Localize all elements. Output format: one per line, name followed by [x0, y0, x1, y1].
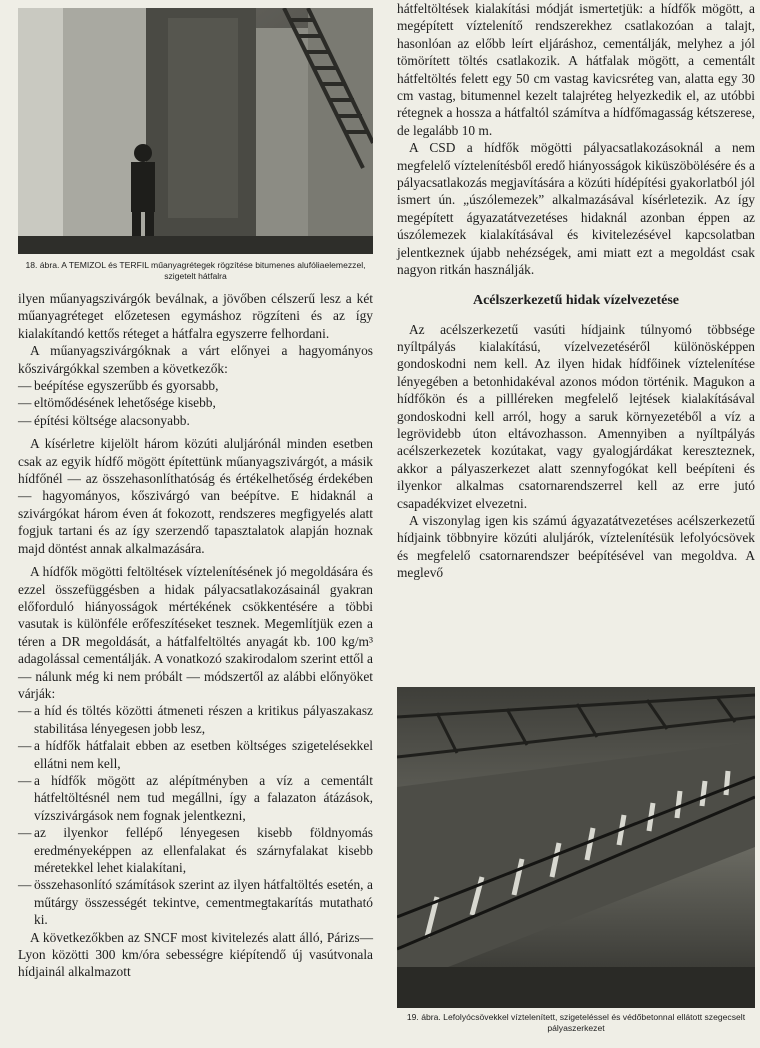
list-item: — összehasonlító számítások szerint az ilyen hátfaltöltés esetén, a műtárgy összességét tekintve, cementmegtakarítás mutatható ki.	[18, 876, 373, 928]
list-item: — az ilyenkor fellépő lényegesen kisebb földnyomás eredményeképpen az ellenfalakat és szárnyfalakat kisebb méretekkel lehet kialakítani,	[18, 824, 373, 876]
paragraph: Az acélszerkezetű vasúti hídjaink túlnyomó többsége nyíltpályás kialakítású, vízelvezetéséről különösképpen gondoskodni nem kell. Az ilyen hidak hídfőinek víztelenítése lényegében a betonhidakéval azonos módon történik. Magukon a hídfőkön és a pillléreken megfelelő lejtések kialakításával gondoskodni kell arról, hogy a saruk környezetéből a víz a legrövidebb úton eltávozhasson. Amennyiben a nyíltpályás acélszerkezetek kozútakat, vagy gyalogjárdákat kereszteznek, akkor a pályaszerkezet alatt szennyfogókat kell beépíteni és ilyenkor alkalmas csatornarendszerrel kell az erre jutó csapadékvizet elvezetni.	[397, 321, 755, 511]
list-item: — a hídfők hátfalait ebben az esetben költséges szigetelésekkel ellátni nem kell,	[18, 737, 373, 772]
paragraph: ilyen műanyagszivárgók beválnak, a jövőben célszerű lesz a két műanyagréteget előzetesen egymáshoz rögzíteni és az így kialakítandó kettős réteget a hátfalra egyszerre felhordani.	[18, 291, 373, 341]
section-heading: Acélszerkezetű hidak vízelvezetése	[472, 292, 680, 308]
figure-18-caption: 18. ábra. A TEMIZOL és TERFIL műanyagrétegek rögzítése bitumenes alufóliaelemezzel, szigetelt hátfalra	[25, 260, 366, 281]
list-item: — építési költsége alacsonyabb.	[18, 412, 373, 429]
paragraph: hátfeltöltések kialakítási módját ismertetjük: a hídfők mögött, a megépített víztelenítő rendszerekhez csatlakozóan a talajt, hasonlóan az előbb leírt eljáráshoz, cementálják, melyhez a jól tömörített töltés csatlakozik. A hátfalak mögött, a cementált hátfeltöltés felett egy 50 cm vastag kavicsréteg van, alatta egy 30 cm vastag, bitumennel kezelt talajréteg helyezkedik el, az utóbbi rétegnek a hossza a hátfaltól számítva a hídfőmagasság kétszerese, de legalább 10 m.	[397, 1, 755, 138]
paragraph: A kísérletre kijelölt három közúti aluljárónál minden esetben csak az egyik hídfő mögött építettünk műanyagszivárgót, a másik hídfőnél — az összehasonlíthatóság és értékelhetőség érdekében — hagyományos, kőszivárgó van beépítve. E hidaknál a szivárgókat három éven át fokozott, rendszeres megfigyelés alatt fogjuk tartani és az így szerzendő tapasztalatok alapján hoznak majd döntést annak alkalmazására.	[18, 436, 373, 556]
paragraph: A hídfők mögötti feltöltések víztelenítésének jó megoldására és ezzel összefüggésben a hidak pályacsatlakozásainál gyakran előforduló hiányosságok mértékének csökkentésére a többi vasutak is különféle erőfeszítéseket tesznek. Megemlítjük ezen a téren a DR megoldását, a hátfalfeltöltés anyagát kb. 100 kg/m³ adagolással cementálják. A vonatkozó szakirodalom szerint ettől a — nálunk még ki nem próbált — módszertől az alábbi előnyöket várják:	[18, 564, 373, 701]
figure-18-image	[18, 8, 373, 254]
left-column	[18, 0, 373, 981]
list-item: — beépítése egyszerűbb és gyorsabb,	[18, 377, 373, 394]
paragraph: A CSD a hídfők mögötti pályacsatlakozásoknál a nem megfelelő víztelenítésből eredő hiányosságok kiküszöbölésére és a pályacsatlakozás megjavítására a közúti hídépítési gyakorlatból jól ismert ún. „úszólemezek” alkalmazásával kísérletezik. Az így megépített ágyazatátvezetéses hidaknál azonban éppen az úszólemezek kialakításával és kivitelezésével kapcsolatban jelentkeznek újabb nehézségek, ami miatt ezt a megoldást csak nagyon ritkán használják.	[397, 140, 755, 278]
right-column	[397, 0, 755, 1048]
list-item: — a hídfők mögött az alépítményben a víz a cementált hátfeltöltésnél nem tud megállni, így a falazaton átázások, vízszivárgások nem fognak jelentkezni,	[18, 772, 373, 824]
expectations-list	[18, 702, 373, 928]
figure-19-photo	[397, 687, 755, 1008]
figure-18-photo	[18, 8, 373, 254]
list-item: — eltömődésének lehetősége kisebb,	[18, 394, 373, 411]
paragraph: A következőkben az SNCF most kivitelezés alatt álló, Párizs—Lyon közötti 300 km/óra sebességre kiépítendő új vasútvonala hídjainál alkalmazott	[18, 929, 373, 980]
advantages-list	[18, 377, 373, 429]
list-item: — a híd és töltés közötti átmeneti részen a kritikus pályaszakasz stabilitása lényegesen jobb lesz,	[18, 702, 373, 737]
figure-19-image	[397, 687, 755, 1008]
figure-19-caption: 19. ábra. Lefolyócsövekkel víztelenített, szigeteléssel és védőbetonnal ellátott szegecselt pályaszerkezet	[406, 1012, 746, 1033]
paragraph: A viszonylag igen kis számú ágyazatátvezetéses acélszerkezetű hídjaink többnyire közúti aluljárók, víztelenítésük lefolyócsövek és megfelelő csatornarendszer beépítésével van megoldva. A meglevő	[397, 512, 755, 581]
paragraph: A műanyagszivárgóknak a várt előnyei a hagyományos kőszivárgókkal szemben a következők:	[18, 343, 373, 376]
